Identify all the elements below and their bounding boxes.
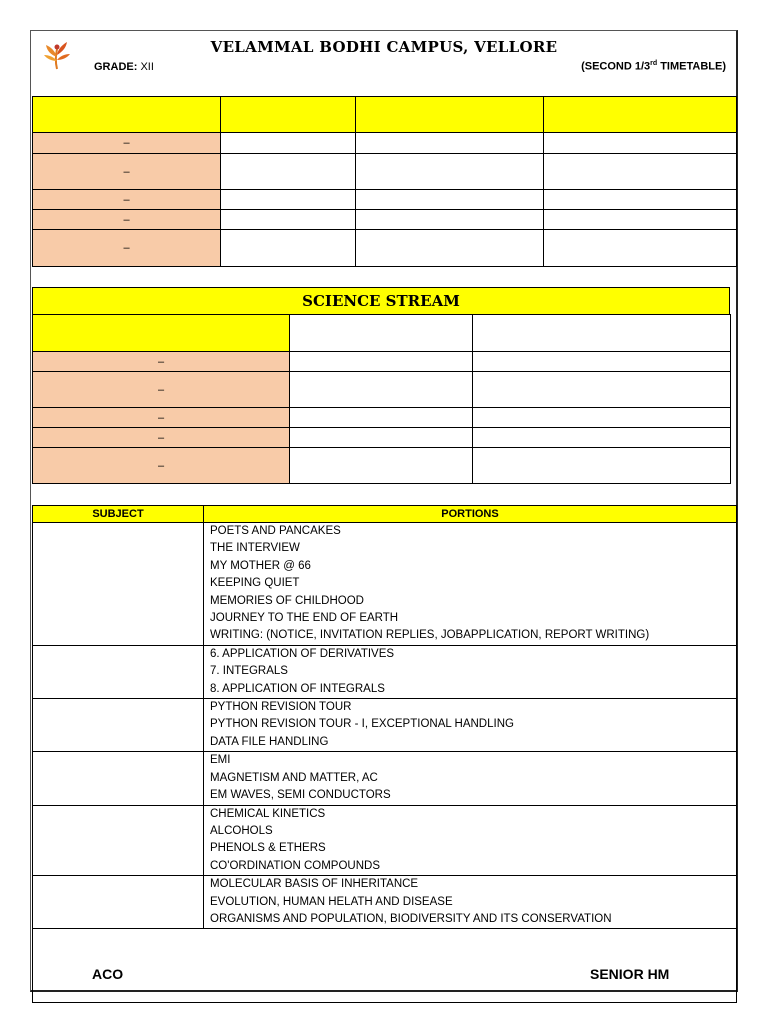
portion-line: MEMORIES OF CHILDHOOD xyxy=(210,594,364,607)
portion-line: CO'ORDINATION COMPOUNDS xyxy=(210,859,381,872)
portions-header-row xyxy=(33,506,737,523)
portions-cell xyxy=(204,805,737,876)
science-stream-title: SCIENCE STREAM xyxy=(32,287,730,315)
table-row xyxy=(33,210,737,230)
portion-line: WRITING: (NOTICE, INVITATION REPLIES, JOBAPPLICATION, REPORT WRITING) xyxy=(210,629,650,642)
table-header-row xyxy=(33,97,737,133)
time-cell: – xyxy=(33,230,221,267)
header-cell xyxy=(33,315,290,352)
timetable-general xyxy=(32,96,737,267)
table-row xyxy=(33,372,731,408)
portion-line: 7. INTEGRALS xyxy=(210,665,288,678)
time-cell: – xyxy=(33,154,221,190)
timetable-label-sup: rd xyxy=(650,60,658,67)
portion-line: MOLECULAR BASIS OF INHERITANCE xyxy=(210,878,419,891)
portion-line: PHENOLS & ETHERS xyxy=(210,842,326,855)
table-row xyxy=(33,523,737,646)
table-row xyxy=(33,190,737,210)
table-header-row xyxy=(33,315,731,352)
portion-line: THE INTERVIEW xyxy=(210,542,300,555)
table-row xyxy=(33,352,731,372)
header-cell xyxy=(356,97,544,133)
subject-cell xyxy=(33,699,204,752)
portion-line: EMI xyxy=(210,754,231,767)
portion-line: 8. APPLICATION OF INTEGRALS xyxy=(210,682,385,695)
portion-line: CHEMICAL KINETICS xyxy=(210,807,326,820)
portion-line: KEEPING QUIET xyxy=(210,577,300,590)
timetable-science xyxy=(32,314,731,484)
time-cell: – xyxy=(33,133,221,154)
timetable-label xyxy=(581,60,726,73)
header-cell xyxy=(221,97,356,133)
portion-line: ORGANISMS AND POPULATION, BIODIVERSITY AND ITS CONSERVATION xyxy=(210,912,612,925)
portion-line: EM WAVES, SEMI CONDUCTORS xyxy=(210,789,391,802)
header-cell xyxy=(544,97,737,133)
table-row xyxy=(33,876,737,929)
subject-cell xyxy=(33,876,204,929)
portions-cell xyxy=(204,752,737,805)
subject-cell xyxy=(33,805,204,876)
portion-line: PYTHON REVISION TOUR - I, EXCEPTIONAL HANDLING xyxy=(210,718,514,731)
portions-table xyxy=(32,505,737,1003)
portion-line: JOURNEY TO THE END OF EARTH xyxy=(210,612,399,625)
grade-label-text: GRADE: xyxy=(94,61,138,73)
time-cell: – xyxy=(33,190,221,210)
portion-line: DATA FILE HANDLING xyxy=(210,735,329,748)
timetable-label-pre: (SECOND 1/3 xyxy=(581,60,651,73)
table-row xyxy=(33,699,737,752)
portion-line: MY MOTHER @ 66 xyxy=(210,559,311,572)
header-cell xyxy=(33,97,221,133)
table-row xyxy=(33,230,737,267)
aco-signature: ACO xyxy=(92,966,124,982)
portion-line: ALCOHOLS xyxy=(210,824,273,837)
portions-cell xyxy=(204,523,737,646)
time-cell: – xyxy=(33,210,221,230)
time-cell: – xyxy=(33,448,290,484)
table-row xyxy=(33,645,737,698)
time-cell: – xyxy=(33,408,290,428)
portion-line: MAGNETISM AND MATTER, AC xyxy=(210,771,378,784)
portion-line: PYTHON REVISION TOUR xyxy=(210,701,352,714)
grade-label xyxy=(94,61,154,73)
grade-value: XII xyxy=(140,61,154,73)
table-row xyxy=(33,428,731,448)
time-cell: – xyxy=(33,428,290,448)
table-row xyxy=(33,133,737,154)
portions-cell xyxy=(204,876,737,929)
table-row xyxy=(33,408,731,428)
portion-line: POETS AND PANCAKES xyxy=(210,525,341,537)
school-title: VELAMMAL BODHI CAMPUS, VELLORE xyxy=(210,38,558,56)
senior-hm-signature: SENIOR HM xyxy=(590,966,670,982)
subject-cell xyxy=(33,752,204,805)
portions-cell xyxy=(204,645,737,698)
portion-line: 6. APPLICATION OF DERIVATIVES xyxy=(210,647,395,660)
portions-header: PORTIONS xyxy=(204,506,737,523)
table-row xyxy=(33,448,731,484)
table-row xyxy=(33,154,737,190)
table-row xyxy=(33,805,737,876)
subject-header: SUBJECT xyxy=(33,506,204,523)
time-cell: – xyxy=(33,352,290,372)
time-cell: – xyxy=(33,372,290,408)
subject-cell xyxy=(33,645,204,698)
portions-cell xyxy=(204,699,737,752)
table-row xyxy=(33,752,737,805)
portion-line: EVOLUTION, HUMAN HELATH AND DISEASE xyxy=(210,895,453,908)
timetable-label-post: TIMETABLE) xyxy=(657,60,726,73)
subject-cell xyxy=(33,523,204,646)
